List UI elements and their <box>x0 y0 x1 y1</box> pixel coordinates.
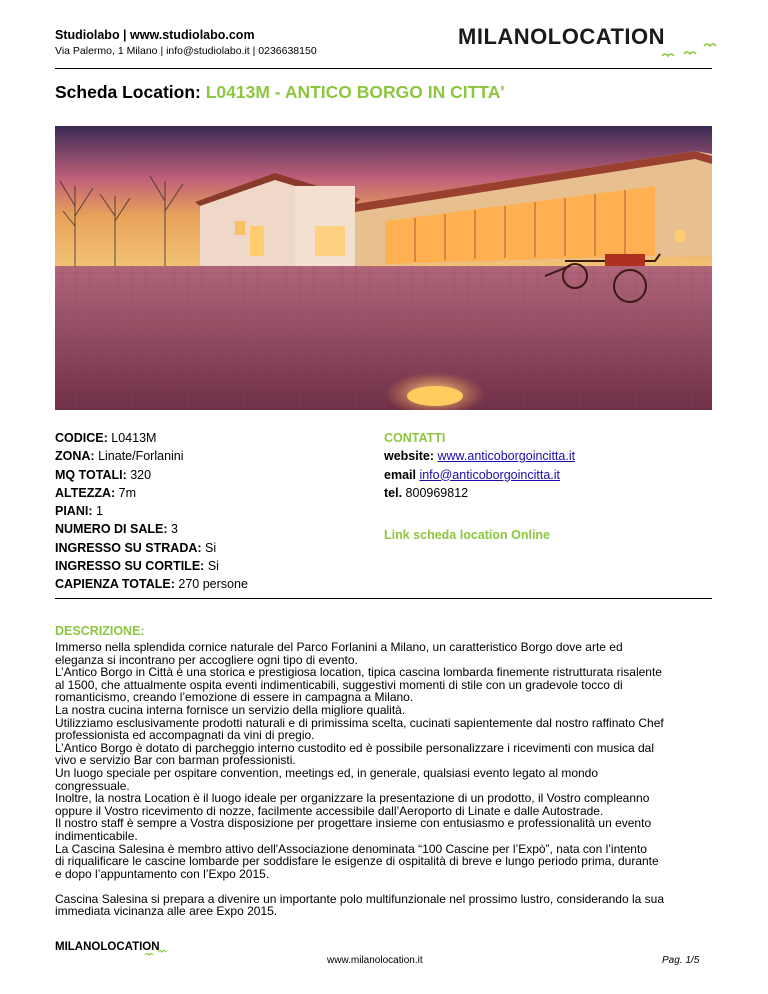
page-number: Pag. 1/5 <box>662 955 700 966</box>
description-line: Inoltre, la nostra Location è il luogo ideale per organizzare la presentazione di un prodotto, il Vostro compleanno <box>55 791 650 806</box>
description-line: L’Antico Borgo è dotato di parcheggio interno custodito ed è possibile personalizzare i ricevimenti con musica dal <box>55 740 655 755</box>
milanolocation-logo: MILANOLOCATION <box>458 24 666 49</box>
footer-logo: MILANOLOCATION <box>55 941 160 953</box>
contacts-heading: CONTATTI <box>384 431 446 445</box>
detail-row: ALTEZZA: 7m <box>55 485 137 500</box>
description-line: Immerso nella splendida cornice naturale del Parco Forlanini a Milano, un caratteristico Borgo dove arte ed <box>55 640 623 654</box>
description-line: eleganza si incontrano per accogliere ogni tipo di evento. <box>55 652 358 667</box>
description-heading: DESCRIZIONE: <box>55 624 145 638</box>
description-text <box>55 641 715 918</box>
detail-row: NUMERO DI SALE: 3 <box>55 522 178 537</box>
location-details <box>55 429 248 594</box>
description-line: La Cascina Salesina è membro attivo dell'Associazione denominata “100 Cascine per l’Expò”, nata con l’intento <box>55 841 647 856</box>
detail-row: CODICE: L0413M <box>55 431 157 445</box>
header-divider <box>55 68 712 69</box>
description-line: indimenticabile. <box>55 828 138 843</box>
contacts-section <box>384 429 575 502</box>
description-line: e dopo l’appuntamento con l’Expo 2015. <box>55 866 270 881</box>
tel-row: tel. 800969812 <box>384 485 469 500</box>
company-address: Via Palermo, 1 Milano | info@studiolabo.it | 0236638150 <box>55 45 317 57</box>
website-link[interactable]: www.anticoborgoincitta.it <box>437 449 576 464</box>
company-name: Studiolabo | www.studiolabo.com <box>55 28 255 42</box>
description-line: L’Antico Borgo in Città è una storica e prestigiosa location, tipica cascina lombarda finemente ristrutturata risalente <box>55 665 662 680</box>
email-row: email info@anticoborgoincitta.it <box>384 467 560 482</box>
description-line: al 1500, che attualmente ospita eventi indimenticabili, suggestivi momenti di stile con un gradevole tocco di <box>55 677 623 692</box>
description-line: congressuale. <box>55 778 130 793</box>
description-line: La nostra cucina interna fornisce un servizio della migliore qualità. <box>55 702 406 717</box>
description-line: Utilizziamo esclusivamente prodotti naturali e di primissima scelta, cucinati sapientemente dal nostro raffinato Chef <box>55 715 664 730</box>
section-divider <box>55 598 712 599</box>
birds-icon <box>660 42 720 60</box>
detail-row: CAPIENZA TOTALE: 270 persone <box>55 577 248 592</box>
detail-row: INGRESSO SU STRADA: Si <box>55 540 217 555</box>
birds-icon <box>144 948 168 958</box>
description-line <box>55 880 715 893</box>
description-line: Un luogo speciale per ospitare convention, meetings ed, in generale, qualsiasi evento legato al mondo <box>55 765 599 780</box>
tel-value: 800969812 <box>405 485 469 500</box>
description-line: di riqualificare le cascine lombarde per soddisfare le esigenze di ospitalità di breve e lungo periodo prima, durante <box>55 854 659 869</box>
email-link[interactable]: info@anticoborgoincitta.it <box>419 467 560 482</box>
detail-row: MQ TOTALI: 320 <box>55 467 152 482</box>
detail-row: INGRESSO SU CORTILE: Si <box>55 559 219 574</box>
footer-url[interactable]: www.milanolocation.it <box>327 955 423 966</box>
header-info <box>55 28 317 57</box>
detail-row: ZONA: Linate/Forlanini <box>55 449 184 464</box>
description-line: oppure il Vostro ricevimento di nozze, facilmente accessibile dall’Aeroporto di Linate e dalle Autostrade. <box>55 803 604 818</box>
location-photo <box>55 126 712 410</box>
description-line: immediata vicinanza alle aree Expo 2015. <box>55 904 278 919</box>
description-line: professionista ed accompagnati da vini di pregio. <box>55 728 315 743</box>
title-label: Scheda Location: <box>55 82 201 102</box>
description-line: vivo e servizio Bar con barman professionisti. <box>55 753 296 768</box>
location-code-title: L0413M - ANTICO BORGO IN CITTA' <box>205 82 505 102</box>
online-link[interactable]: Link scheda location Online <box>384 528 551 542</box>
description-line: romanticismo, creando l’emozione di essere in campagna a Milano. <box>55 690 414 705</box>
description-line: Cascina Salesina si prepara a divenire un importante polo multifunzionale nel prossimo lustro, considerando la sua <box>55 891 665 906</box>
detail-row: PIANI: 1 <box>55 504 103 519</box>
website-row: website: www.anticoborgoincitta.it <box>384 449 576 464</box>
description-line: Il nostro staff è sempre a Vostra disposizione per progettare insieme con entusiasmo e professionalità un evento <box>55 816 652 831</box>
page-title <box>55 82 505 103</box>
